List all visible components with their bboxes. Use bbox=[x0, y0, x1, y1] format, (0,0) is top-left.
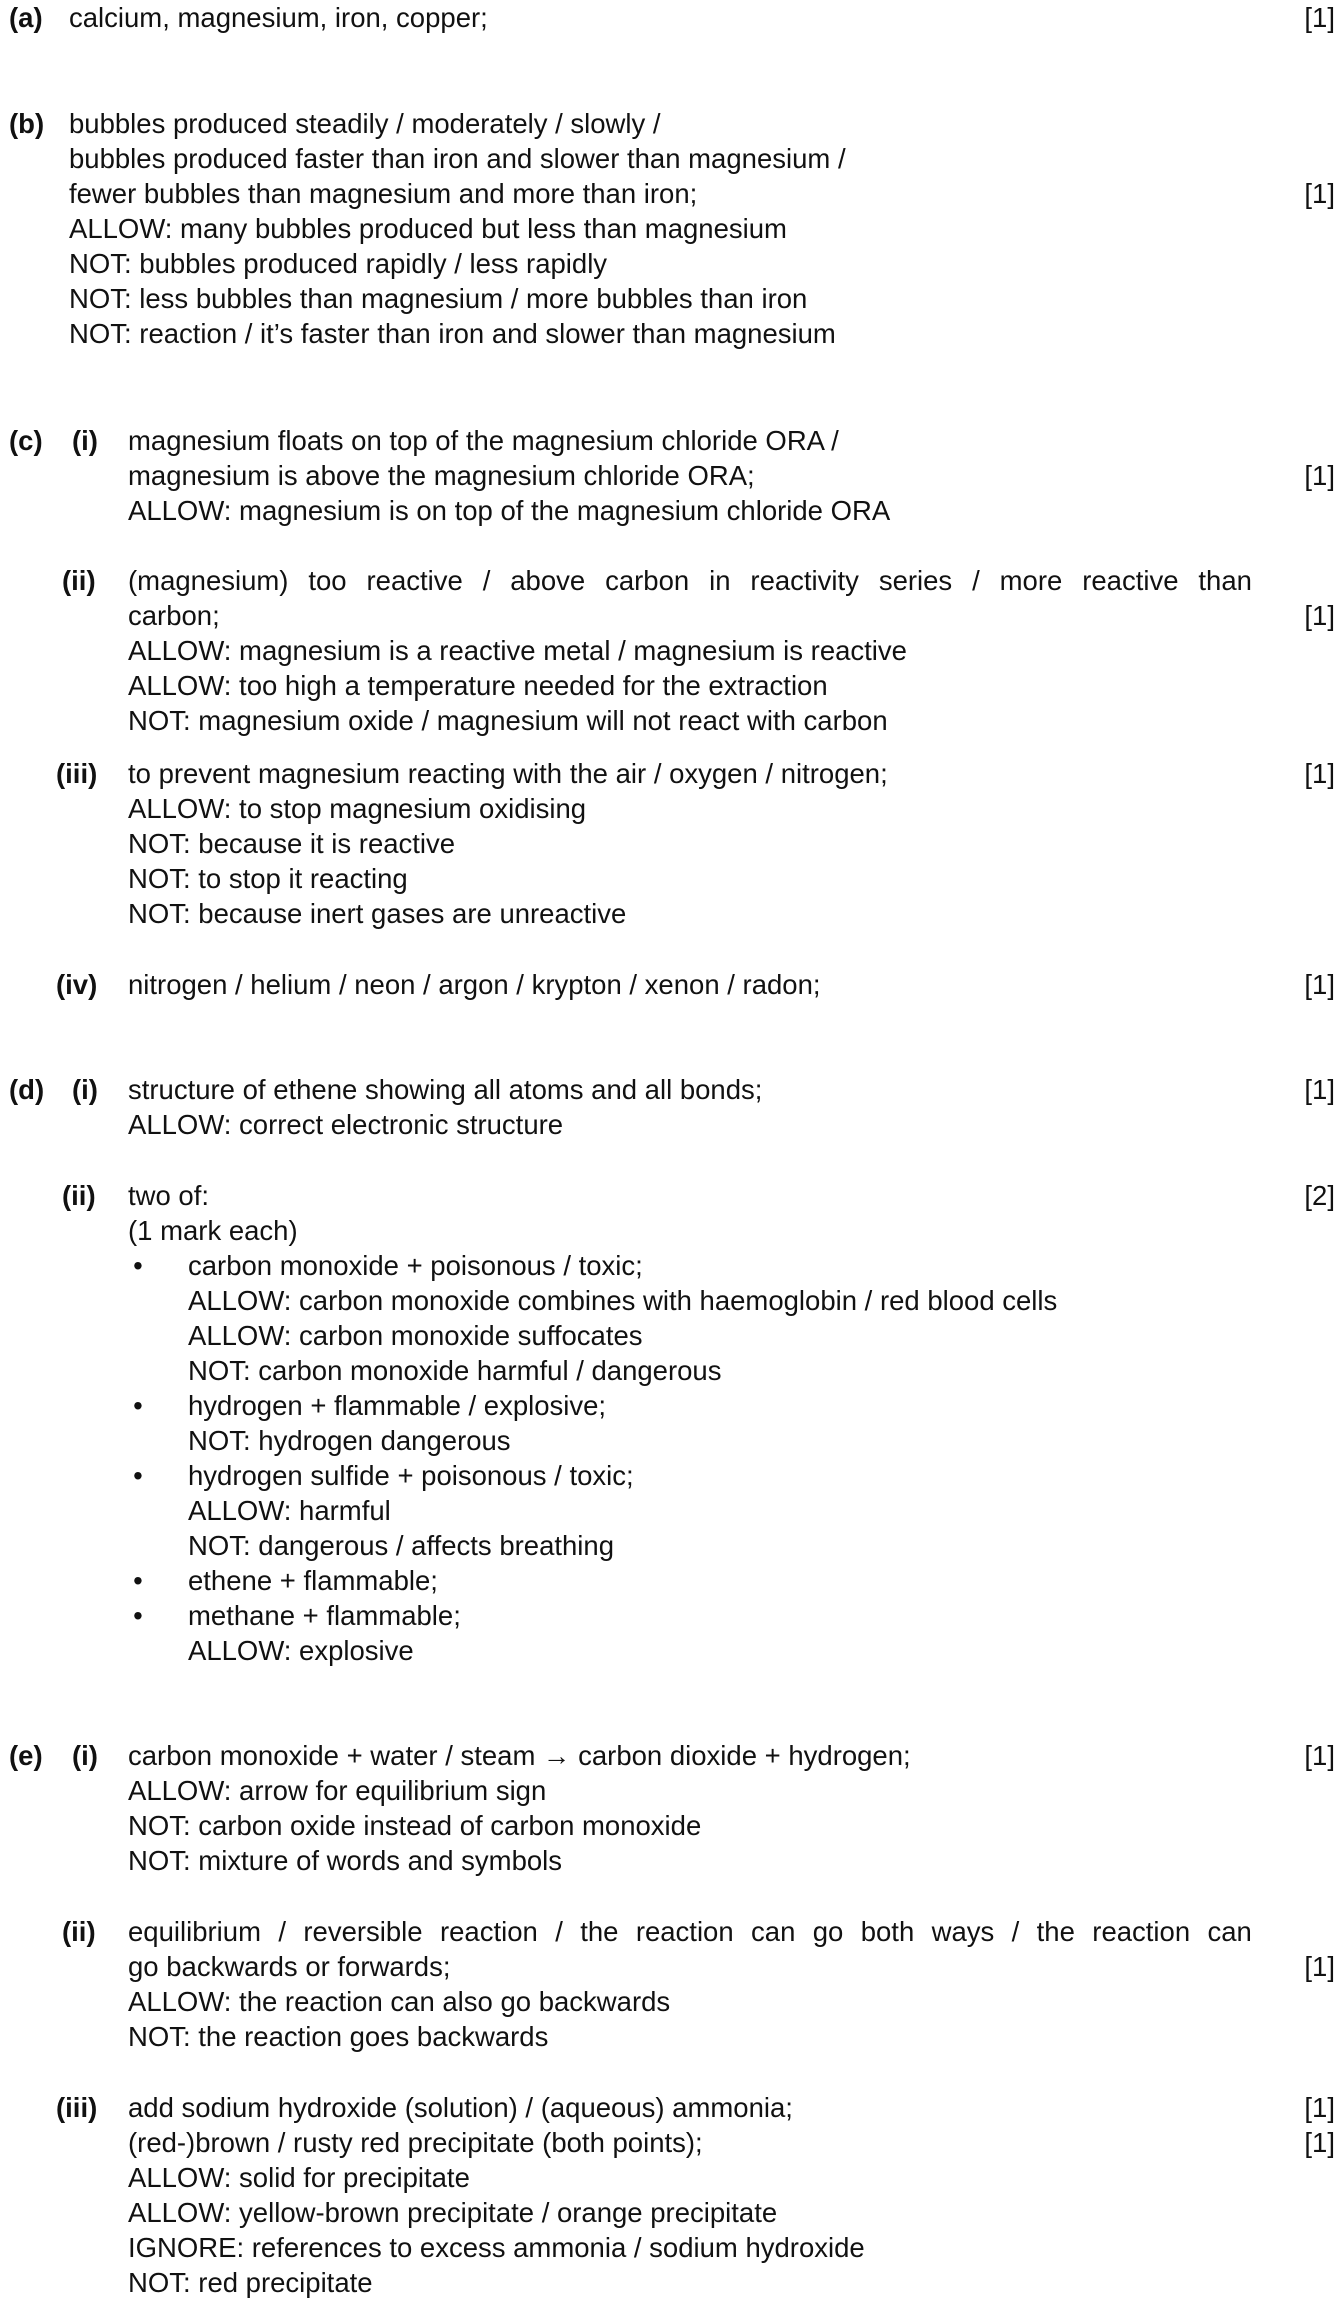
bullet-icon: • bbox=[133, 1390, 143, 1421]
allow-note: ALLOW: solid for precipitate bbox=[128, 2162, 470, 2193]
ignore-note: IGNORE: references to excess ammonia / sodium hydroxide bbox=[128, 2232, 865, 2263]
answer-line: go backwards or forwards; bbox=[128, 1951, 451, 1982]
answer-line: carbon monoxide + poisonous / toxic; bbox=[188, 1250, 643, 1281]
mark-allocation: [1] bbox=[1304, 2, 1335, 33]
not-note: NOT: magnesium oxide / magnesium will not react with carbon bbox=[128, 705, 888, 736]
bullet-icon: • bbox=[133, 1460, 143, 1491]
not-note: NOT: bubbles produced rapidly / less rapidly bbox=[69, 248, 608, 279]
answer-line: nitrogen / helium / neon / argon / krypton / xenon / radon; bbox=[128, 969, 821, 1000]
subpart-label: (i) bbox=[72, 425, 98, 456]
answer-line: add sodium hydroxide (solution) / (aqueous) ammonia; bbox=[128, 2092, 793, 2123]
answer-line: hydrogen + flammable / explosive; bbox=[188, 1390, 607, 1421]
mark-allocation: [1] bbox=[1304, 758, 1335, 789]
mark-allocation: [1] bbox=[1304, 1951, 1335, 1982]
answer-line: bubbles produced faster than iron and slower than magnesium / bbox=[69, 143, 846, 174]
answer-line: carbon monoxide + water / steam → carbon dioxide + hydrogen; bbox=[128, 1740, 911, 1771]
bullet-icon: • bbox=[133, 1250, 143, 1281]
subpart-label: (ii) bbox=[62, 1180, 96, 1211]
not-note: NOT: the reaction goes backwards bbox=[128, 2021, 549, 2052]
allow-note: ALLOW: harmful bbox=[188, 1495, 391, 1526]
answer-line: (1 mark each) bbox=[128, 1215, 298, 1246]
not-note: NOT: dangerous / affects breathing bbox=[188, 1530, 614, 1561]
answer-line: (red-)brown / rusty red precipitate (both points); bbox=[128, 2127, 703, 2158]
mark-allocation: [1] bbox=[1304, 2127, 1335, 2158]
answer-line: bubbles produced steadily / moderately / slowly / bbox=[69, 108, 661, 139]
answer-line-justified: equilibrium / reversible reaction / the reaction can go both ways / the reaction can bbox=[128, 1916, 1252, 1947]
question-label: (b) bbox=[9, 108, 45, 139]
not-note: NOT: reaction / it’s faster than iron and slower than magnesium bbox=[69, 318, 836, 349]
mark-allocation: [1] bbox=[1304, 600, 1335, 631]
mark-allocation: [1] bbox=[1304, 969, 1335, 1000]
allow-note: ALLOW: too high a temperature needed for the extraction bbox=[128, 670, 828, 701]
answer-line: to prevent magnesium reacting with the air / oxygen / nitrogen; bbox=[128, 758, 888, 789]
question-label: (a) bbox=[9, 2, 43, 33]
mark-allocation: [2] bbox=[1304, 1180, 1335, 1211]
allow-note: ALLOW: magnesium is a reactive metal / magnesium is reactive bbox=[128, 635, 907, 666]
allow-note: ALLOW: many bubbles produced but less than magnesium bbox=[69, 213, 787, 244]
answer-line: magnesium floats on top of the magnesium chloride ORA / bbox=[128, 425, 839, 456]
bullet-icon: • bbox=[133, 1600, 143, 1631]
mark-allocation: [1] bbox=[1304, 1740, 1335, 1771]
subpart-label: (iii) bbox=[56, 2092, 98, 2123]
question-label: (e) bbox=[9, 1740, 43, 1771]
subpart-label: (ii) bbox=[62, 1916, 96, 1947]
bullet-icon: • bbox=[133, 1565, 143, 1596]
allow-note: ALLOW: yellow-brown precipitate / orange precipitate bbox=[128, 2197, 778, 2228]
answer-line: calcium, magnesium, iron, copper; bbox=[69, 2, 488, 33]
question-label: (c) bbox=[9, 425, 43, 456]
mark-allocation: [1] bbox=[1304, 2092, 1335, 2123]
mark-allocation: [1] bbox=[1304, 460, 1335, 491]
subpart-label: (i) bbox=[72, 1740, 98, 1771]
not-note: NOT: to stop it reacting bbox=[128, 863, 408, 894]
subpart-label: (ii) bbox=[62, 565, 96, 596]
not-note: NOT: less bubbles than magnesium / more bubbles than iron bbox=[69, 283, 808, 314]
allow-note: ALLOW: carbon monoxide combines with haemoglobin / red blood cells bbox=[188, 1285, 1058, 1316]
allow-note: ALLOW: arrow for equilibrium sign bbox=[128, 1775, 547, 1806]
answer-line: ethene + flammable; bbox=[188, 1565, 438, 1596]
not-note: NOT: because inert gases are unreactive bbox=[128, 898, 627, 929]
answer-line: magnesium is above the magnesium chloride ORA; bbox=[128, 460, 755, 491]
not-note: NOT: red precipitate bbox=[128, 2267, 373, 2298]
allow-note: ALLOW: magnesium is on top of the magnesium chloride ORA bbox=[128, 495, 891, 526]
allow-note: ALLOW: correct electronic structure bbox=[128, 1109, 564, 1140]
answer-line: structure of ethene showing all atoms and all bonds; bbox=[128, 1074, 763, 1105]
answer-line: carbon; bbox=[128, 600, 220, 631]
question-label: (d) bbox=[9, 1074, 45, 1105]
not-note: NOT: mixture of words and symbols bbox=[128, 1845, 563, 1876]
answer-line-justified: (magnesium) too reactive / above carbon in reactivity series / more reactive than bbox=[128, 565, 1252, 596]
mark-allocation: [1] bbox=[1304, 1074, 1335, 1105]
mark-allocation: [1] bbox=[1304, 178, 1335, 209]
answer-line: two of: bbox=[128, 1180, 210, 1211]
allow-note: ALLOW: carbon monoxide suffocates bbox=[188, 1320, 643, 1351]
answer-line: hydrogen sulfide + poisonous / toxic; bbox=[188, 1460, 634, 1491]
answer-line: fewer bubbles than magnesium and more than iron; bbox=[69, 178, 698, 209]
subpart-label: (i) bbox=[72, 1074, 98, 1105]
subpart-label: (iv) bbox=[56, 969, 98, 1000]
answer-line: methane + flammable; bbox=[188, 1600, 461, 1631]
allow-note: ALLOW: explosive bbox=[188, 1635, 414, 1666]
not-note: NOT: hydrogen dangerous bbox=[188, 1425, 511, 1456]
not-note: NOT: because it is reactive bbox=[128, 828, 456, 859]
not-note: NOT: carbon oxide instead of carbon monoxide bbox=[128, 1810, 702, 1841]
allow-note: ALLOW: the reaction can also go backwards bbox=[128, 1986, 671, 2017]
subpart-label: (iii) bbox=[56, 758, 98, 789]
allow-note: ALLOW: to stop magnesium oxidising bbox=[128, 793, 587, 824]
not-note: NOT: carbon monoxide harmful / dangerous bbox=[188, 1355, 722, 1386]
